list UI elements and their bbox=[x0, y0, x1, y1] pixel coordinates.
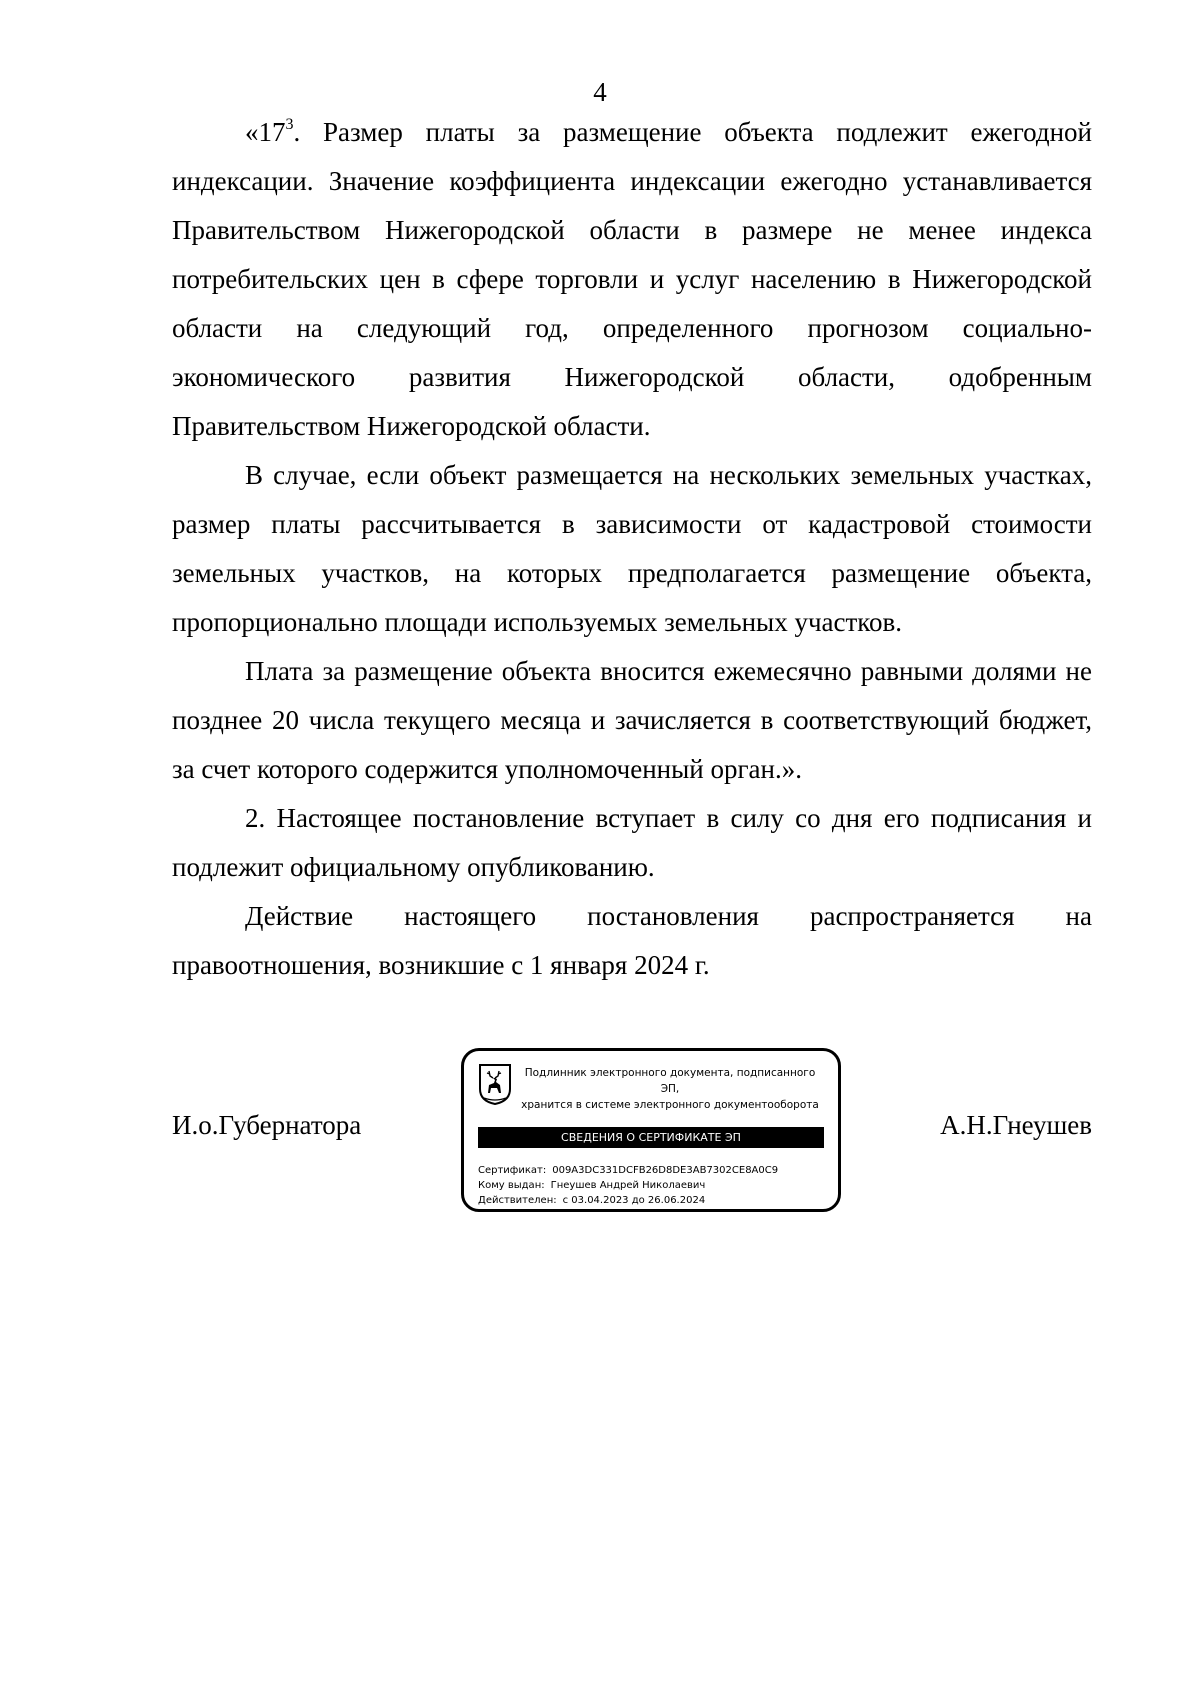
certificate-title-bar: СВЕДЕНИЯ О СЕРТИФИКАТЕ ЭП bbox=[478, 1127, 824, 1148]
page-number: 4 bbox=[593, 77, 607, 107]
signatory-name: А.Н.Гнеушев bbox=[940, 1110, 1092, 1140]
issued-to-value: Гнеушев Андрей Николаевич bbox=[550, 1180, 706, 1191]
issued-to-label: Кому выдан: bbox=[478, 1180, 545, 1191]
paragraph-1 bbox=[172, 108, 1092, 451]
paragraph-1-text: . Размер платы за размещение объекта подлежит ежегодной индексации. Значение коэффициента индексации ежегодно устанавливается Правительством Нижегородской области в размере не менее индекса потребительских цен в сфере торговли и услуг населению в Нижегородской области на следующий год, определенного прогнозом социально-экономического развития Нижегородской области, одобренным Правительством Нижегородской области. bbox=[172, 117, 1092, 441]
certificate-row bbox=[478, 1163, 828, 1178]
document-body bbox=[172, 108, 1092, 990]
issued-to-row bbox=[478, 1178, 828, 1193]
paragraph-1-lead: «17 bbox=[245, 117, 286, 147]
deer-emblem-icon bbox=[478, 1063, 512, 1105]
paragraph-3: Плата за размещение объекта вносится ежемесячно равными долями не позднее 20 числа текущего месяца и зачисляется в соответствующий бюджет, за счет которого содержится уполномоченный орган.». bbox=[172, 656, 1092, 784]
validity-row bbox=[478, 1193, 828, 1208]
certificate-details bbox=[478, 1163, 828, 1208]
stamp-header bbox=[520, 1065, 820, 1113]
validity-value: с 03.04.2023 до 26.06.2024 bbox=[562, 1195, 706, 1206]
validity-label: Действителен: bbox=[478, 1195, 557, 1206]
paragraph-5: Действие настоящего постановления распространяется на правоотношения, возникшие с 1 января 2024 г. bbox=[172, 901, 1092, 980]
stamp-header-line1: Подлинник электронного документа, подписанного ЭП, bbox=[524, 1067, 816, 1095]
electronic-signature-stamp bbox=[461, 1048, 841, 1212]
certificate-label: Сертификат: bbox=[478, 1165, 547, 1176]
superscript: 3 bbox=[285, 116, 294, 133]
stamp-header-line2: хранится в системе электронного документооборота bbox=[521, 1099, 819, 1111]
paragraph-2: В случае, если объект размещается на нескольких земельных участках, размер платы рассчитывается в зависимости от кадастровой стоимости земельных участков, на которых предполагается размещение объекта, пропорционально площади используемых земельных участков. bbox=[172, 460, 1092, 637]
signatory-position: И.о.Губернатора bbox=[172, 1110, 362, 1140]
paragraph-4: 2. Настоящее постановление вступает в силу со дня его подписания и подлежит официальному опубликованию. bbox=[172, 803, 1092, 882]
certificate-value: 009A3DC331DCFB26D8DE3AB7302CE8A0C9 bbox=[552, 1165, 779, 1176]
